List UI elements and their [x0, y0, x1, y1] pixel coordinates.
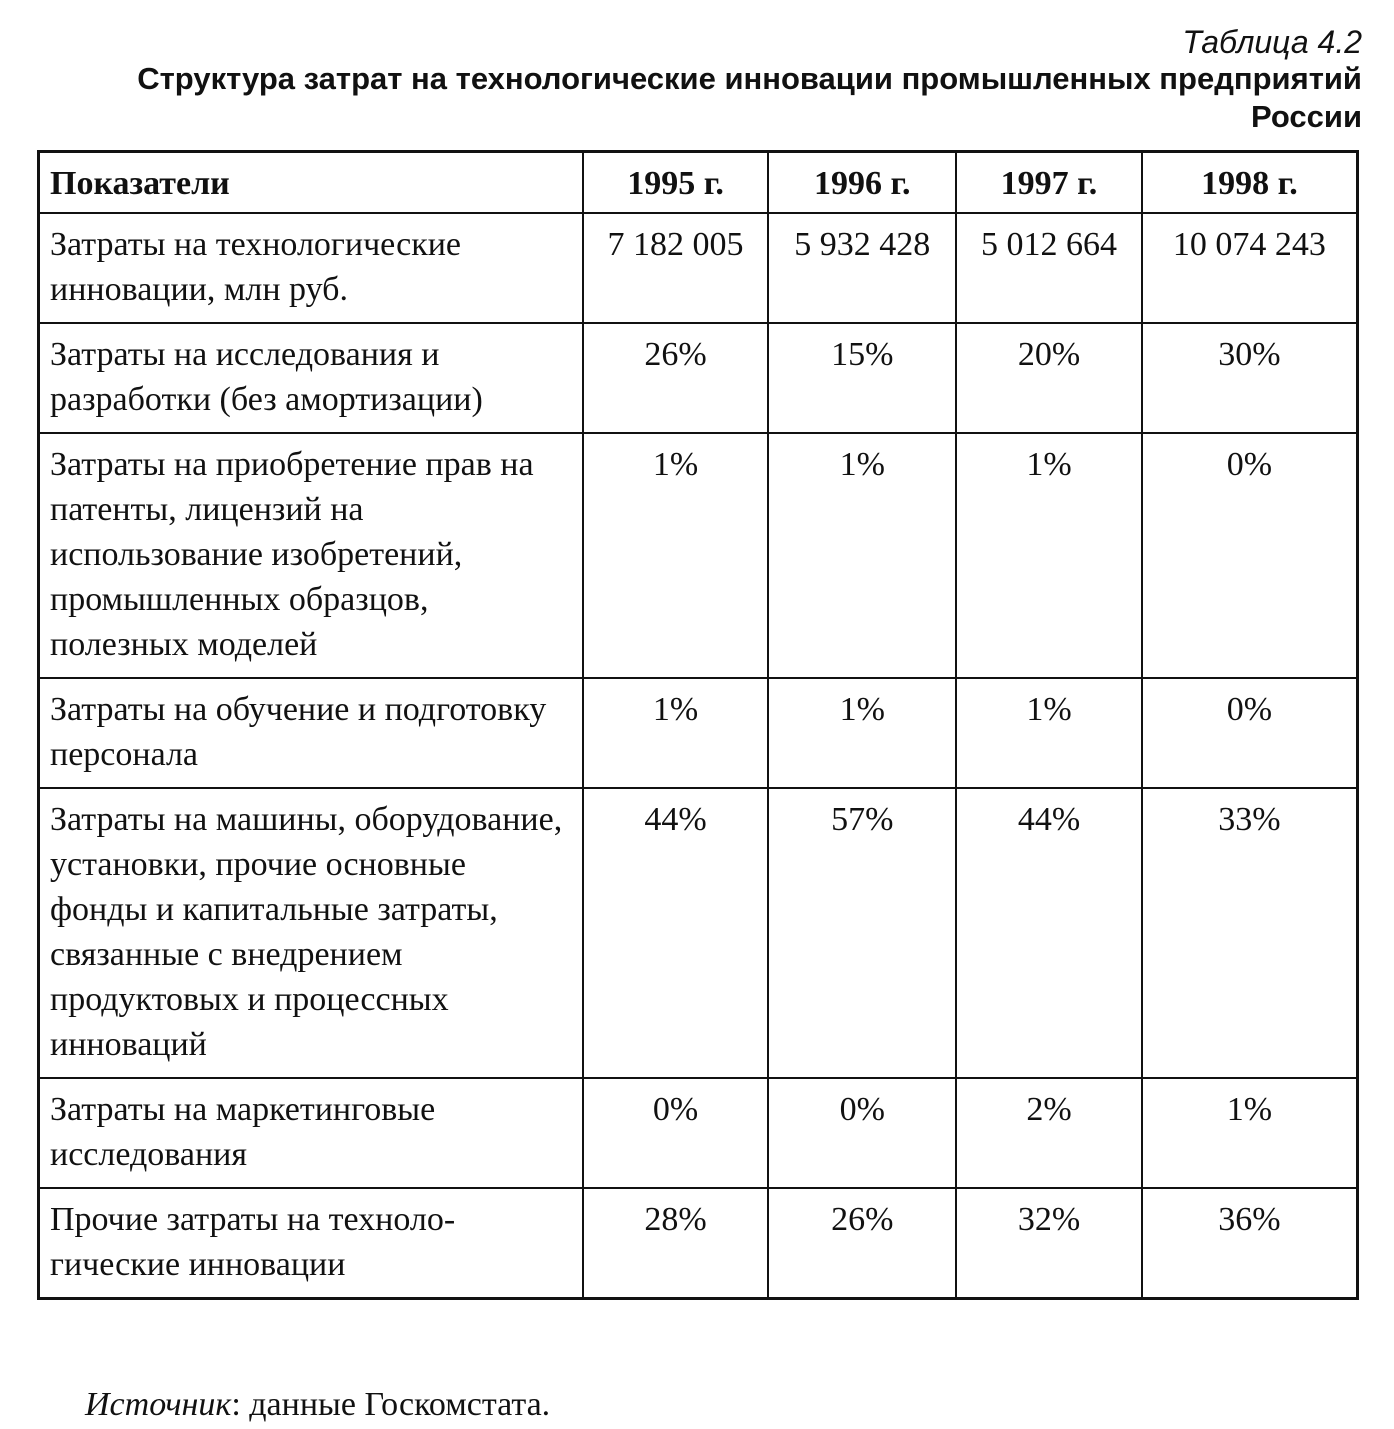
table-row — [39, 323, 1358, 433]
cell-1995: 0% — [583, 1078, 769, 1188]
cell-1996: 26% — [768, 1188, 956, 1299]
row-label: Затраты на технологические инновации, млн руб. — [39, 213, 583, 323]
table-row — [39, 433, 1358, 678]
cell-1995: 28% — [583, 1188, 769, 1299]
cell-1995: 44% — [583, 788, 769, 1078]
cell-1996: 0% — [768, 1078, 956, 1188]
table-number: Таблица 4.2 — [1182, 24, 1362, 60]
cell-1998: 0% — [1142, 678, 1358, 788]
table-row — [39, 1078, 1358, 1188]
cell-1998: 33% — [1142, 788, 1358, 1078]
header-year-1998: 1998 г. — [1142, 152, 1358, 214]
cell-1996: 57% — [768, 788, 956, 1078]
source-note — [85, 1383, 550, 1427]
row-label: Затраты на машины, оборудование, установки, прочие основные фонды и капитальные затраты, связанные с внедрением продуктовых и процессных инноваций — [39, 788, 583, 1078]
cell-1996: 5 932 428 — [768, 213, 956, 323]
header-row — [39, 152, 1358, 214]
cell-1996: 15% — [768, 323, 956, 433]
table-row — [39, 678, 1358, 788]
cell-1997: 20% — [956, 323, 1142, 433]
row-label: Затраты на исследования и разработки (без амортизации) — [39, 323, 583, 433]
cell-1997: 5 012 664 — [956, 213, 1142, 323]
cell-1998: 0% — [1142, 433, 1358, 678]
cell-1998: 1% — [1142, 1078, 1358, 1188]
table-row — [39, 788, 1358, 1078]
row-label: Затраты на маркетинговые исследования — [39, 1078, 583, 1188]
cell-1996: 1% — [768, 678, 956, 788]
source-text: : данные Госкомстата. — [231, 1386, 551, 1423]
cell-1995: 26% — [583, 323, 769, 433]
source-lead: Источник — [85, 1386, 232, 1423]
header-indicator: Показатели — [39, 152, 583, 214]
table-row — [39, 1188, 1358, 1299]
cell-1997: 2% — [956, 1078, 1142, 1188]
cell-1997: 1% — [956, 433, 1142, 678]
cell-1996: 1% — [768, 433, 956, 678]
header-year-1997: 1997 г. — [956, 152, 1142, 214]
row-label: Затраты на приобретение прав на патенты, лицензий на использование изобретений, промышленных образцов, полезных моделей — [39, 433, 583, 678]
cell-1995: 1% — [583, 678, 769, 788]
row-label: Прочие затраты на техноло-гические инновации — [39, 1188, 583, 1299]
cell-1995: 1% — [583, 433, 769, 678]
header-year-1996: 1996 г. — [768, 152, 956, 214]
data-table — [37, 150, 1359, 1300]
header-year-1995: 1995 г. — [583, 152, 769, 214]
cell-1998: 10 074 243 — [1142, 213, 1358, 323]
table-row — [39, 213, 1358, 323]
cell-1995: 7 182 005 — [583, 213, 769, 323]
cell-1997: 32% — [956, 1188, 1142, 1299]
cell-1998: 36% — [1142, 1188, 1358, 1299]
row-label: Затраты на обучение и подготовку персонала — [39, 678, 583, 788]
cell-1998: 30% — [1142, 323, 1358, 433]
table-title: Структура затрат на технологические инновации промышленных предприятий России — [137, 61, 1362, 134]
cell-1997: 1% — [956, 678, 1142, 788]
cell-1997: 44% — [956, 788, 1142, 1078]
